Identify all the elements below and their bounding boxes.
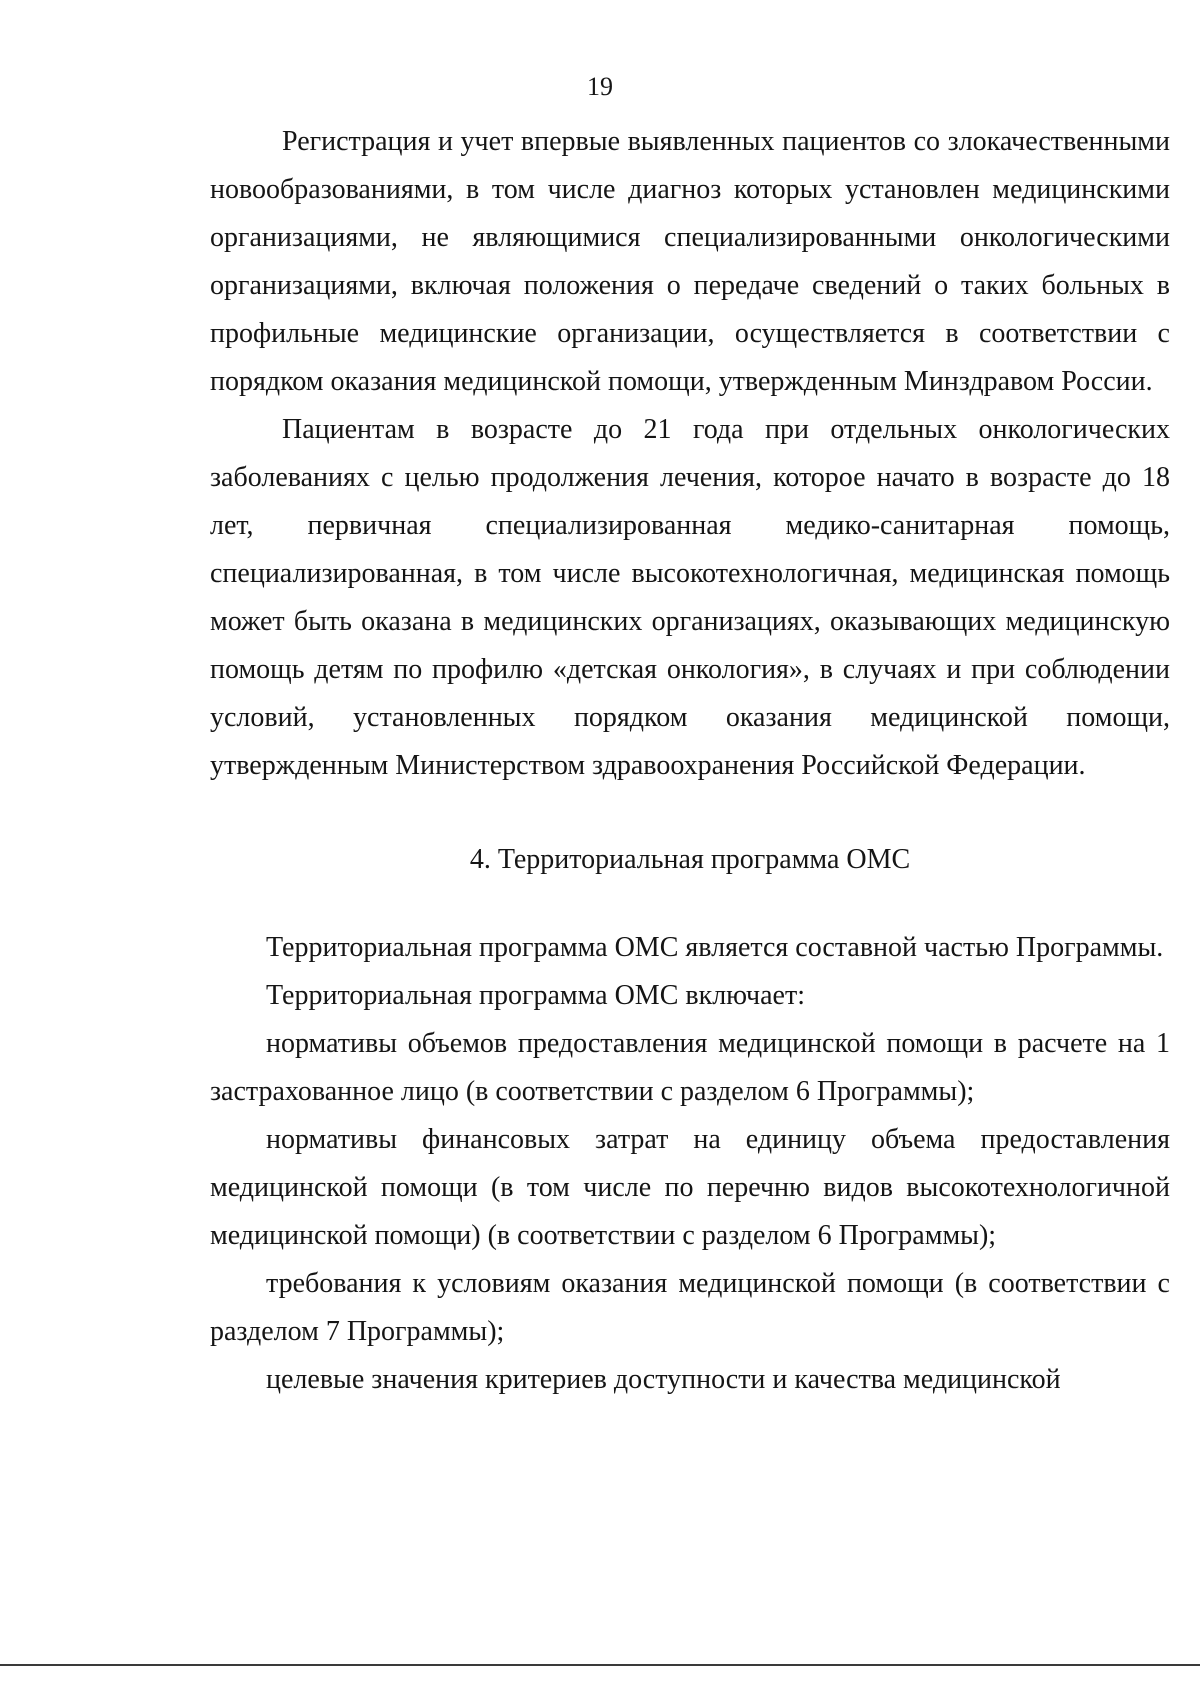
list-item-cost-norms: нормативы финансовых затрат на единицу объема предоставления медицинской помощи (в том числе по перечню видов высокотехнологичной медицинской помощи) (в соответствии с разделом 6 Программы); [210,1124,1170,1251]
document-body [210,118,1170,1404]
list-item-conditions: требования к условиям оказания медицинской помощи (в соответствии с разделом 7 Программы); [210,1268,1170,1347]
bottom-rule [0,1664,1200,1666]
list-item-volume-norms: нормативы объемов предоставления медицинской помощи в расчете на 1 застрахованное лицо (в соответствии с разделом 6 Программы); [210,1028,1170,1107]
paragraph-patients-under-21: Пациентам в возрасте до 21 года при отдельных онкологических заболеваниях с целью продолжения лечения, которое начато в возрасте до 18 лет, первичная специализированная медико-санитарная помощь, специализированная, в том числе высокотехнологичная, медицинская помощь может быть оказана в медицинских организациях, оказывающих медицинскую помощь детям по профилю «детская онкология», в случаях и при соблюдении условий, установленных порядком оказания медицинской помощи, утвержденным Министерством здравоохранения Российской Федерации. [210,414,1170,781]
section-heading: 4. Территориальная программа ОМС [469,844,911,875]
paragraph-program-part: Территориальная программа ОМС является составной частью Программы. [266,932,1164,963]
list-item-target-values: целевые значения критериев доступности и качества медицинской [266,1364,1061,1395]
page-number: 19 [587,72,613,101]
paragraph-registration: Регистрация и учет впервые выявленных пациентов со злокачественными новообразованиями, в том числе диагноз которых установлен медицинскими организациями, не являющимися специализированными онкологическими организациями, включая положения о передаче сведений о таких больных в профильные медицинские организации, осуществляется в соответствии с порядком оказания медицинской помощи, утвержденным Минздравом России. [210,126,1170,397]
paragraph-program-includes: Территориальная программа ОМС включает: [266,980,805,1011]
